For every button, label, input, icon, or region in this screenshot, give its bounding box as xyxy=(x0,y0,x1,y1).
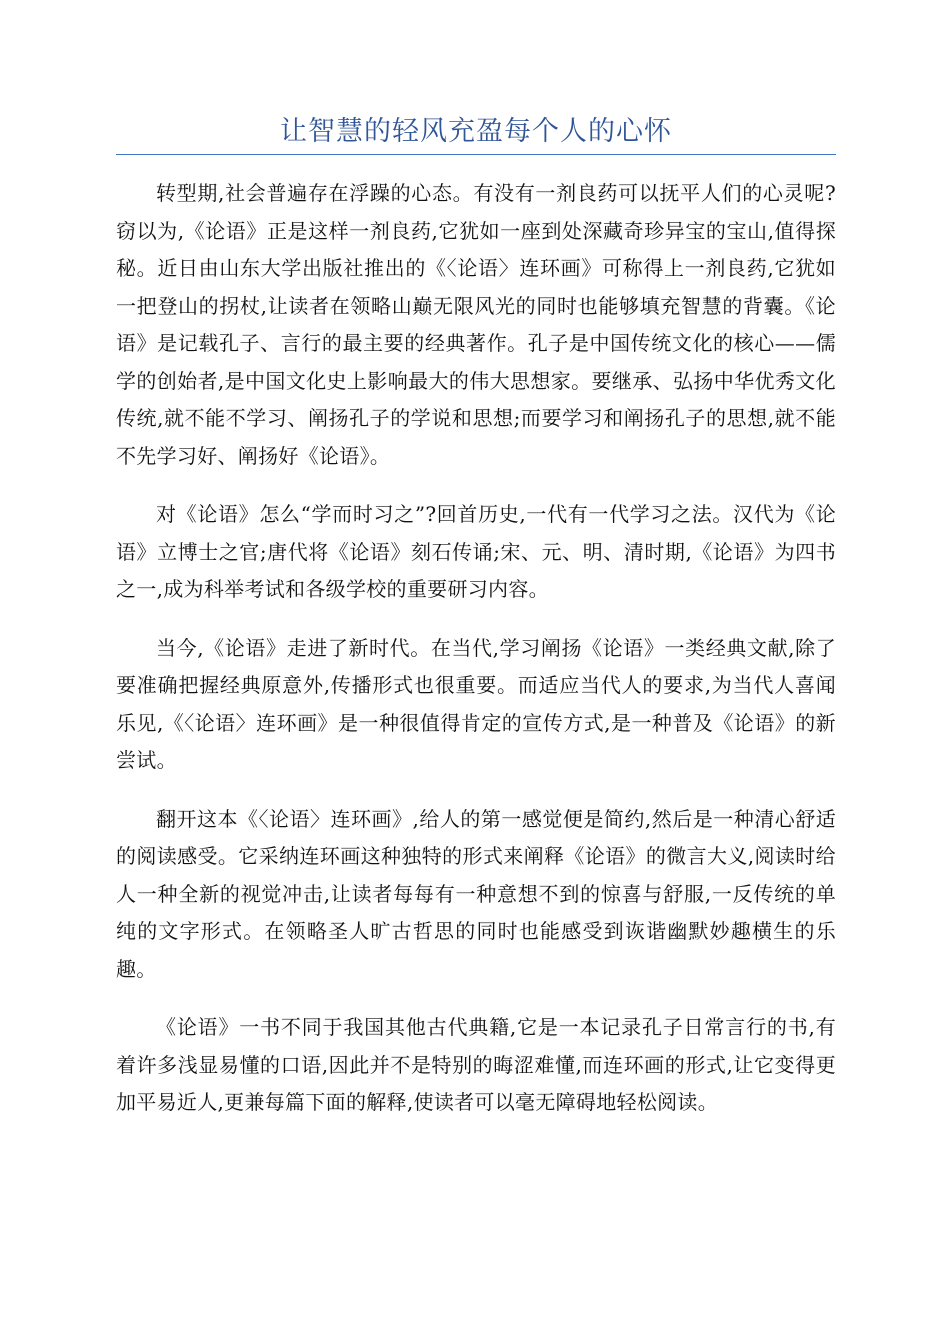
title-underline xyxy=(116,154,836,155)
document-page xyxy=(116,112,836,1143)
paragraph-1: 转型期,社会普遍存在浮躁的心态。有没有一剂良药可以抚平人们的心灵呢?窃以为,《论语》正是这样一剂良药,它犹如一座到处深藏奇珍异宝的宝山,值得探秘。近日由山东大学出版社推出的《〈论语〉连环画》可称得上一剂良药,它犹如一把登山的拐杖,让读者在领略山巅无限风光的同时也能够填充智慧的背囊。《论语》是记载孔子、言行的最主要的经典著作。孔子是中国传统文化的核心——儒学的创始者,是中国文化史上影响最大的伟大思想家。要继承、弘扬中华优秀文化传统,就不能不学习、阐扬孔子的学说和思想;而要学习和阐扬孔子的思想,就不能不先学习好、阐扬好《论语》。 xyxy=(116,181,836,468)
paragraph-3: 当今,《论语》走进了新时代。在当代,学习阐扬《论语》一类经典文献,除了要准确把握经典原意外,传播形式也很重要。而适应当代人的要求,为当代人喜闻乐见,《〈论语〉连环画》是一种很值得肯定的宣传方式,是一种普及《论语》的新尝试。 xyxy=(116,635,836,772)
document-title: 让智慧的轻风充盈每个人的心怀 xyxy=(280,116,672,147)
paragraph-5: 《论语》一书不同于我国其他古代典籍,它是一本记录孔子日常言行的书,有着许多浅显易懂的口语,因此并不是特别的晦涩难懂,而连环画的形式,让它变得更加平易近人,更兼每篇下面的解释,使读者可以毫无障碍地轻松阅读。 xyxy=(116,1015,836,1114)
paragraph-2: 对《论语》怎么“学而时习之”?回首历史,一代有一代学习之法。汉代为《论语》立博士之官;唐代将《论语》刻石传诵;宋、元、明、清时期,《论语》为四书之一,成为科举考试和各级学校的重要研习内容。 xyxy=(116,502,836,601)
paragraph-4: 翻开这本《〈论语〉连环画》,给人的第一感觉便是简约,然后是一种清心舒适的阅读感受。它采纳连环画这种独特的形式来阐释《论语》的微言大义,阅读时给人一种全新的视觉冲击,让读者每每有一种意想不到的惊喜与舒服,一反传统的单纯的文字形式。在领略圣人旷古哲思的同时也能感受到诙谐幽默妙趣横生的乐趣。 xyxy=(116,806,836,981)
